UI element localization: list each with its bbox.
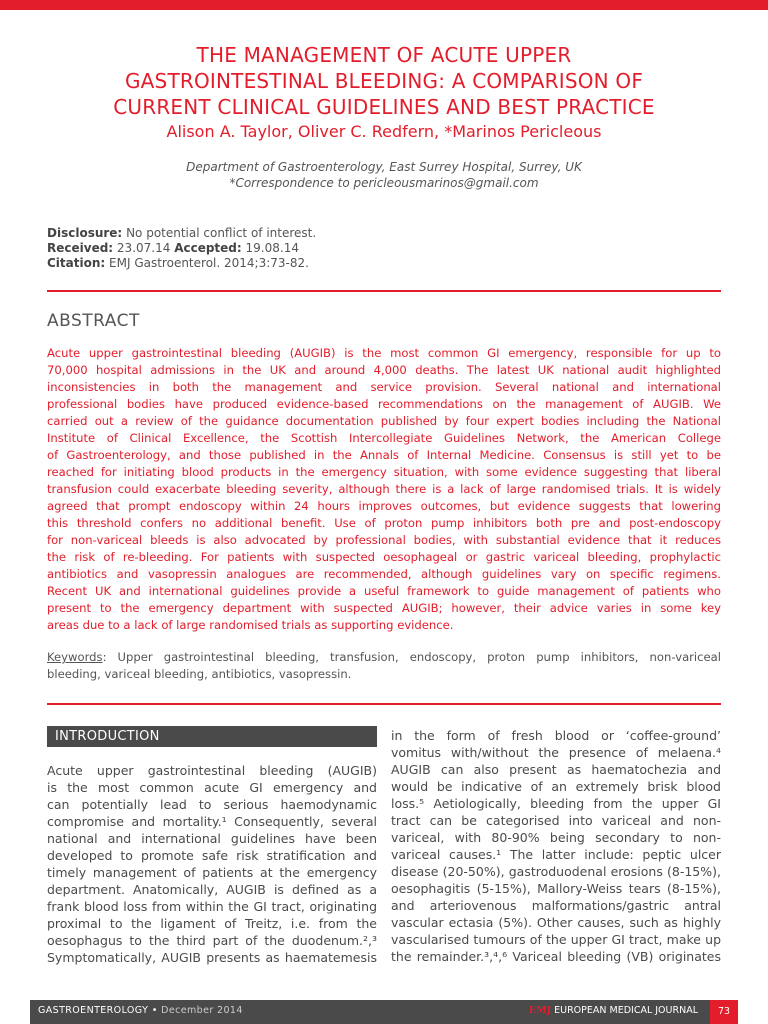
body-line: vomitus with/without the presence of melaena.⁴ (391, 745, 721, 760)
abstract-line: transfusion could exacerbate bleeding severity, although there is a lack of large randomised trials. It is widely (47, 482, 721, 496)
footer-section-name: GASTROENTEROLOGY (38, 1005, 149, 1016)
body-line: Symptomatically, AUGIB presents as haematemesis (47, 950, 377, 965)
body-line: disease (20-50%), gastroduodenal erosions (8-15%), (391, 864, 721, 879)
keywords-line (47, 649, 721, 666)
body-line: can potentially lead to serious haemodynamic (47, 797, 377, 812)
body-line: variceal causes.¹ The latter include: peptic ulcer (391, 847, 721, 862)
body-line: would be indicative of an extremely brisk blood (391, 779, 721, 794)
page-number: 73 (710, 1000, 738, 1024)
footer-journal (529, 1005, 698, 1016)
body-line: variceal, with 80-90% being secondary to non- (391, 830, 721, 845)
abstract-line: carried out a review of the guidance documentation published by four expert bodies including the National (47, 414, 721, 428)
abstract-text (47, 345, 721, 634)
introduction-heading: INTRODUCTION (47, 726, 377, 747)
body-line: vascularised tumours of the upper GI tract, make up (391, 932, 721, 947)
footer-date: December 2014 (161, 1005, 243, 1016)
abstract-line: for non-variceal bleeds is also advocated by professional bodies, with substantial evidence that it reduces (47, 533, 721, 547)
body-line: and arteriovenous malformations/gastric antral (391, 898, 721, 913)
body-line: timely management of patients at the emergency (47, 865, 377, 880)
accepted-label: Accepted: (174, 241, 242, 255)
body-line: vascular ectasia (5%). Other causes, such as highly (391, 915, 721, 930)
body-line: department. Anatomically, AUGIB is defined as a (47, 882, 377, 897)
disclosure-value: No potential conflict of interest. (126, 226, 317, 240)
accepted-value: 19.08.14 (245, 241, 299, 255)
body-line: proximal to the ligament of Treitz, i.e. from the (47, 916, 377, 931)
disclosure-line (47, 226, 316, 241)
abstract-line: present to the emergency department with suspected AUGIB; however, their advice varies in some key (47, 601, 721, 615)
body-line: frank blood loss from within the GI tract, originating (47, 899, 377, 914)
body-line: oesophagus to the third part of the duodenum.²,³ (47, 933, 377, 948)
received-value: 23.07.14 (116, 241, 171, 255)
footer-section (38, 1005, 243, 1016)
top-accent-bar (0, 0, 768, 10)
body-line: Acute upper gastrointestinal bleeding (AUGIB) (47, 763, 377, 778)
body-column-left (47, 762, 377, 966)
page-footer (30, 1000, 738, 1024)
body-line: tract can be categorised into variceal and non- (391, 813, 721, 828)
abstract-line: agreed that prompt endoscopy within 24 hours improves outcomes, but evidence suggests that lowering (47, 499, 721, 513)
article-meta (47, 226, 316, 271)
title-line: GASTROINTESTINAL BLEEDING: A COMPARISON OF (124, 69, 644, 93)
keywords (47, 649, 721, 683)
abstract-line: areas due to a lack of large randomised trials as supporting evidence. (47, 618, 454, 632)
emj-logo: EMJ (528, 1005, 552, 1016)
correspondence: *Correspondence to pericleousmarinos@gmail.com (229, 176, 539, 190)
authors: Alison A. Taylor, Oliver C. Redfern, *Marinos Pericleous (166, 122, 602, 141)
dates-line (47, 241, 316, 256)
body-line: national and international guidelines have been (47, 831, 377, 846)
abstract-line: this threshold confers no additional benefit. Use of proton pump inhibitors both pre and post-endoscopy (47, 516, 721, 530)
abstract-line: the risk of re-bleeding. For patients with suspected oesophageal or gastric variceal bleeding, prophylactic (47, 550, 721, 564)
body-line: oesophagitis (5-15%), Mallory-Weiss tears (8-15%), (391, 881, 721, 896)
abstract-line: Recent UK and international guidelines provide a useful framework to guide management of patients who (47, 584, 721, 598)
abstract-line: 70,000 hospital admissions in the UK and around 4,000 deaths. The latest UK national audit highlighted (47, 363, 721, 377)
abstract-line: Acute upper gastrointestinal bleeding (AUGIB) is the most common GI emergency, responsible for up to (47, 346, 721, 360)
journal-name: EUROPEAN MEDICAL JOURNAL (554, 1005, 698, 1016)
footer-separator: • (151, 1005, 158, 1016)
keywords-label: Keywords (47, 650, 103, 664)
received-label: Received: (47, 241, 114, 255)
citation-value: EMJ Gastroenterol. 2014;3:73-82. (109, 256, 309, 270)
abstract-line: professional bodies have produced evidence-based recommendations on the management of AUGIB. We (47, 397, 721, 411)
disclosure-label: Disclosure: (47, 226, 123, 240)
abstract-line: inconsistencies in both the management and service provision. Several national and international (47, 380, 721, 394)
abstract-line: reached for initiating blood products in the emergency situation, with some evidence suggesting that liberal (47, 465, 721, 479)
title-line: CURRENT CLINICAL GUIDELINES AND BEST PRACTICE (113, 95, 655, 119)
body-column-right (391, 727, 721, 965)
keywords-text: : Upper gastrointestinal bleeding, transfusion, endoscopy, proton pump inhibitors, non-variceal (102, 650, 721, 664)
abstract-line: Institute of Clinical Excellence, the Scottish Intercollegiate Guidelines Network, the American College (47, 431, 721, 445)
body-line: is the most common acute GI emergency and (47, 780, 377, 795)
citation-label: Citation: (47, 256, 106, 270)
divider-bottom (47, 703, 721, 705)
divider-top (47, 290, 721, 292)
body-line: the remainder.³,⁴,⁶ Variceal bleeding (VB) originates (391, 949, 721, 964)
body-line: in the form of fresh blood or ‘coffee-ground’ (391, 728, 721, 743)
abstract-line: of Gastroenterology, and those published in the Annals of Internal Medicine. Consensus is still yet to be (47, 448, 721, 462)
body-line: AUGIB can also present as haematochezia and (391, 762, 721, 777)
body-line: compromise and mortality.¹ Consequently, several (47, 814, 377, 829)
abstract-heading: ABSTRACT (47, 311, 140, 331)
affiliation-block (30, 159, 738, 191)
abstract-line: antibiotics and vasopressin analogues are recommended, although guidelines vary on specific regimens. (47, 567, 721, 581)
body-line: developed to promote safe risk stratification and (47, 848, 377, 863)
citation-line (47, 256, 316, 271)
keywords-line: bleeding, variceal bleeding, antibiotics, vasopressin. (47, 667, 352, 681)
affiliation: Department of Gastroenterology, East Surrey Hospital, Surrey, UK (186, 160, 582, 174)
body-line: loss.⁵ Aetiologically, bleeding from the upper GI (391, 796, 721, 811)
article-title (30, 42, 738, 120)
title-line: THE MANAGEMENT OF ACUTE UPPER (196, 43, 572, 67)
